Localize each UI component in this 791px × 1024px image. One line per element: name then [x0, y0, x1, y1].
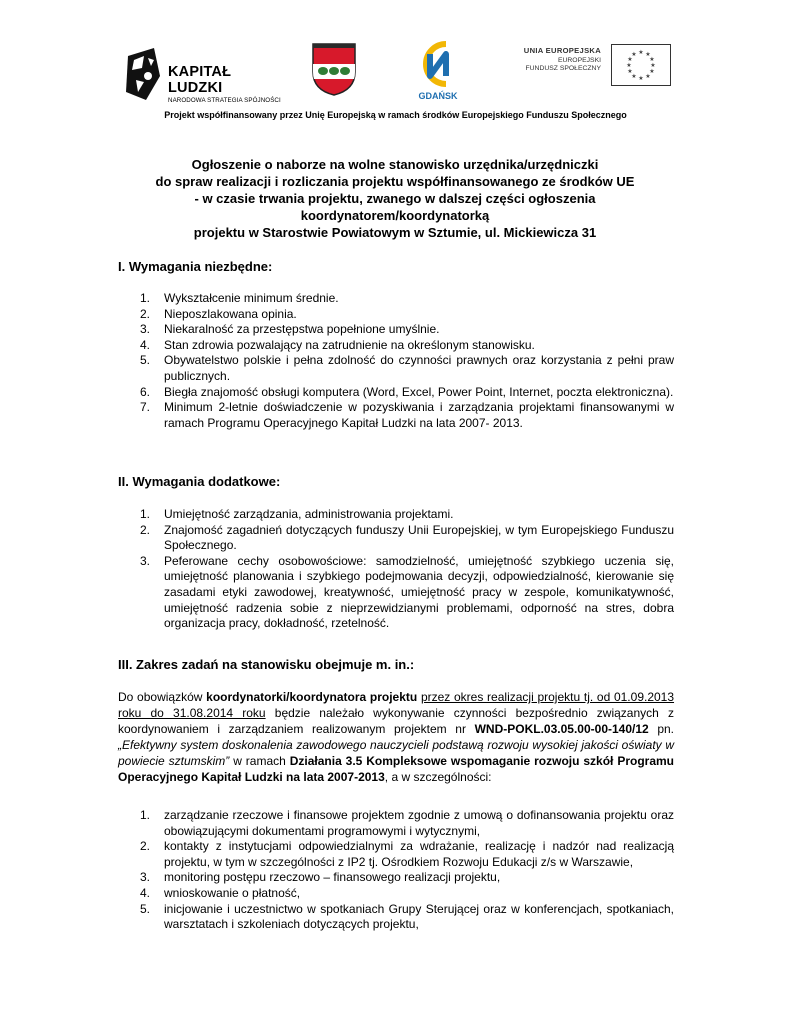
section-3-list — [118, 808, 674, 933]
svg-text:★: ★ — [649, 68, 655, 75]
section-3-heading: III. Zakres zadań na stanowisku obejmuje m. in.: — [118, 657, 415, 672]
list-item: 5. Obywatelstwo polskie i pełna zdolność do czynności prawnych oraz korzystania z pełni praw publicznych. — [140, 353, 674, 383]
cen-city-label: GDAŃSK — [418, 91, 458, 101]
svg-text:★: ★ — [645, 73, 651, 80]
section-2-list — [118, 507, 674, 632]
list-item: 1. Umiejętność zarządzania, administrowania projektami. — [140, 507, 454, 521]
kapital-ludzki-emblem-icon — [124, 46, 164, 102]
list-item: 2. Znajomość zagadnień dotyczących funduszy Unii Europejskiej, w tym Europejskiego Funduszu Społecznego. — [140, 522, 674, 553]
title-line-3: - w czasie trwania projektu, zwanego w dalszej części ogłoszenia koordynatorem/koordynatorką — [194, 191, 596, 223]
eu-label: UNIA EUROPEJSKA — [523, 46, 601, 55]
eu-flag-icon — [611, 44, 671, 86]
esf-label-line1: EUROPEJSKI — [557, 57, 601, 64]
kapital-ludzki-logo — [124, 46, 289, 102]
title-line-4: projektu w Starostwie Powiatowym w Sztumie, ul. Mickiewicza 31 — [193, 225, 597, 240]
kapital-ludzki-title: KAPITAŁ LUDZKI — [168, 64, 232, 96]
section-3-paragraph: Do obowiązków koordynatorki/koordynatora projektu przez okres realizacji projektu tj. od 01.09.2013 roku do 31.08.2014 roku będzie należało wykonywanie czynności bezpośrednio związanych z koordynowaniem i zarządzaniem realizowanym projektem nr WND-POKL.03.05.00-00-140/12 pn. „Efektywny system doskonalenia zawodowego nauczycieli podstawą rozwoju wysokiej jakości oświaty w powiecie sztumskim” w ramach Działania 3.5 Kompleksowe wspomaganie rozwoju szkół Programu Operacyjnego Kapitał Ludzki na lata 2007-2013, a w szczególności: — [118, 690, 675, 784]
announcement-title — [100, 156, 690, 241]
list-item: 6. Biegła znajomość obsługi komputera (Word, Excel, Power Point, Internet, poczta elektroniczna). — [140, 384, 674, 399]
eu-esf-logo — [515, 44, 673, 90]
list-item: 4. wnioskowanie o płatność, — [140, 885, 301, 900]
title-line-1: Ogłoszenie o naborze na wolne stanowisko urzędnika/urzędniczki — [191, 157, 599, 172]
section-1-list — [118, 291, 674, 431]
svg-text:★: ★ — [649, 56, 655, 63]
section-2-heading: II. Wymagania dodatkowe: — [118, 474, 281, 489]
svg-text:★: ★ — [638, 49, 644, 56]
list-item: 5. inicjowanie i uczestnictwo w spotkaniach Grupy Sterującej oraz w konferencjach, spotkaniach, warsztatach i szkoleniach dotyczących projektu, — [140, 901, 674, 932]
title-line-2: do spraw realizacji i rozliczania projektu współfinansowanego ze środków UE — [155, 174, 635, 189]
list-item: 3. Niekaralność za przestępstwa popełnione umyślnie. — [140, 322, 440, 337]
svg-text:★: ★ — [627, 56, 633, 63]
list-item: 3. monitoring postępu rzeczowo – finansowego realizacji projektu, — [140, 870, 501, 885]
cen-emblem-icon — [412, 38, 464, 90]
logo-bar — [0, 38, 791, 104]
svg-text:★: ★ — [645, 51, 651, 58]
list-item: 1. Wykształcenie minimum średnie. — [140, 291, 339, 305]
list-item: 2. Nieposzlakowana opinia. — [140, 306, 297, 321]
list-item: 1. zarządzanie rzeczowe i finansowe projektem zgodnie z umową o dofinansowania projektu oraz obowiązującymi dokumentami programowymi i wytycznymi, — [140, 808, 674, 838]
list-item: 4. Stan zdrowia pozwalający na zatrudnienie na określonym stanowisku. — [140, 337, 535, 352]
esf-label-line2: FUNDUSZ SPOŁECZNY — [525, 65, 601, 72]
svg-text:★: ★ — [631, 51, 637, 58]
svg-text:★: ★ — [626, 62, 632, 69]
svg-text:★: ★ — [627, 68, 633, 75]
list-item: 3. Peferowane cechy osobowościowe: samodzielność, umiejętność szybkiego uczenia się, umiejętność planowania i szybkiego podejmowania decyzji, odpowiedzialność, kierowanie się zasadami etyki zawodowej, kreatywność, umiejętność pracy w zespole, komunikatywność, umiejętność radzenia sobie z nieprzewidzianymi problemami, odporność na stres, dobra organizacja pracy, dokładność, rzetelność. — [140, 553, 674, 631]
section-1-heading: I. Wymagania niezbędne: — [118, 259, 273, 274]
svg-text:★: ★ — [631, 73, 637, 80]
list-item: 7. Minimum 2-letnie doświadczenie w pozyskiwania i zarządzania projektami finansowanymi w ramach Programu Operacyjnego Kapitał Ludzki na lata 2007- 2013. — [140, 400, 674, 430]
svg-text:★: ★ — [638, 75, 644, 82]
kapital-ludzki-subtitle: NARODOWA STRATEGIA SPÓJNOŚCI — [168, 97, 281, 104]
cofinancing-note: Projekt współfinansowany przez Unię Europejską w ramach środków Europejskiego Funduszu Społecznego — [164, 110, 627, 120]
cen-gdansk-logo — [412, 38, 464, 104]
svg-text:★: ★ — [650, 62, 656, 69]
county-crest-icon — [311, 42, 357, 96]
list-item: 2. kontakty z instytucjami odpowiedzialnymi za wdrażanie, realizację i nadzór nad realizacją projektu, w tym w szczególności z IP2 tj. Ośrodkiem Rozwoju Edukacji z/s w Warszawie, — [140, 839, 674, 869]
